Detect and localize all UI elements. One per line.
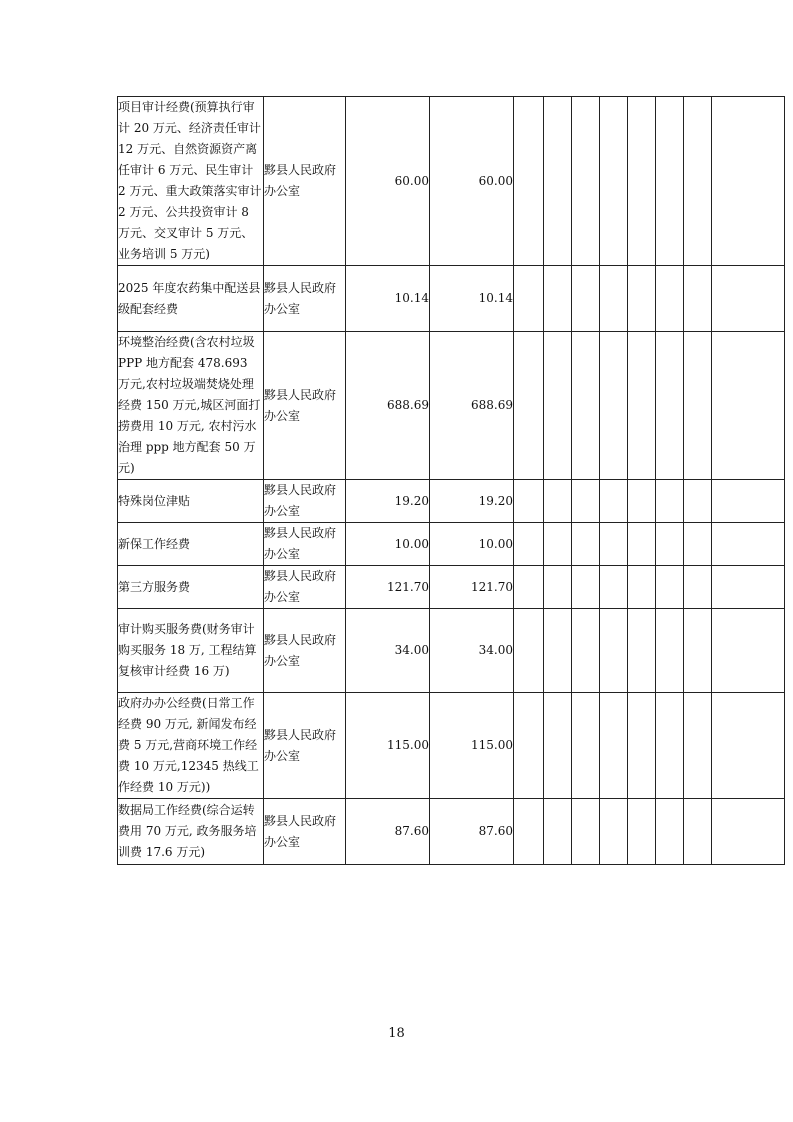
empty-cell bbox=[514, 266, 544, 332]
empty-cell bbox=[656, 332, 684, 480]
empty-cell bbox=[628, 480, 656, 523]
empty-cell bbox=[712, 523, 785, 566]
empty-cell bbox=[544, 799, 572, 865]
department-cell: 黟县人民政府办公室 bbox=[264, 266, 346, 332]
empty-cell bbox=[600, 480, 628, 523]
empty-cell bbox=[712, 609, 785, 693]
department-cell: 黟县人民政府办公室 bbox=[264, 799, 346, 865]
empty-cell bbox=[572, 799, 600, 865]
empty-cell bbox=[514, 480, 544, 523]
empty-cell bbox=[544, 693, 572, 799]
empty-cell bbox=[544, 332, 572, 480]
amount-cell: 19.20 bbox=[346, 480, 430, 523]
empty-cell bbox=[600, 266, 628, 332]
item-name-cell: 特殊岗位津贴 bbox=[118, 480, 264, 523]
item-name-cell: 第三方服务费 bbox=[118, 566, 264, 609]
department-cell: 黟县人民政府办公室 bbox=[264, 523, 346, 566]
department-cell: 黟县人民政府办公室 bbox=[264, 566, 346, 609]
empty-cell bbox=[684, 609, 712, 693]
amount-cell: 121.70 bbox=[430, 566, 514, 609]
empty-cell bbox=[628, 609, 656, 693]
empty-cell bbox=[514, 799, 544, 865]
amount-cell: 121.70 bbox=[346, 566, 430, 609]
table-row bbox=[118, 566, 785, 609]
amount-cell: 19.20 bbox=[430, 480, 514, 523]
table-row bbox=[118, 97, 785, 266]
budget-table bbox=[117, 96, 785, 865]
empty-cell bbox=[600, 693, 628, 799]
empty-cell bbox=[684, 566, 712, 609]
empty-cell bbox=[600, 523, 628, 566]
empty-cell bbox=[544, 523, 572, 566]
item-name-cell: 新保工作经费 bbox=[118, 523, 264, 566]
amount-cell: 87.60 bbox=[346, 799, 430, 865]
empty-cell bbox=[628, 97, 656, 266]
empty-cell bbox=[628, 799, 656, 865]
empty-cell bbox=[628, 332, 656, 480]
empty-cell bbox=[628, 523, 656, 566]
empty-cell bbox=[712, 97, 785, 266]
table-row bbox=[118, 480, 785, 523]
table-row bbox=[118, 523, 785, 566]
empty-cell bbox=[544, 266, 572, 332]
table-row bbox=[118, 266, 785, 332]
empty-cell bbox=[712, 799, 785, 865]
item-name-cell: 2025 年度农药集中配送县级配套经费 bbox=[118, 266, 264, 332]
empty-cell bbox=[572, 97, 600, 266]
item-name-cell: 环境整治经费(含农村垃圾 PPP 地方配套 478.693 万元,农村垃圾端焚烧处理经费 150 万元,城区河面打捞费用 10 万元, 农村污水治理 ppp 地方配套 50 万元) bbox=[118, 332, 264, 480]
empty-cell bbox=[600, 97, 628, 266]
empty-cell bbox=[600, 332, 628, 480]
amount-cell: 87.60 bbox=[430, 799, 514, 865]
empty-cell bbox=[656, 693, 684, 799]
item-name-cell: 数据局工作经费(综合运转费用 70 万元, 政务服务培训费 17.6 万元) bbox=[118, 799, 264, 865]
department-cell: 黟县人民政府办公室 bbox=[264, 97, 346, 266]
empty-cell bbox=[684, 97, 712, 266]
empty-cell bbox=[514, 566, 544, 609]
empty-cell bbox=[572, 693, 600, 799]
empty-cell bbox=[684, 332, 712, 480]
empty-cell bbox=[684, 523, 712, 566]
empty-cell bbox=[514, 693, 544, 799]
department-cell: 黟县人民政府办公室 bbox=[264, 609, 346, 693]
amount-cell: 60.00 bbox=[346, 97, 430, 266]
empty-cell bbox=[572, 480, 600, 523]
table-row bbox=[118, 693, 785, 799]
empty-cell bbox=[544, 609, 572, 693]
amount-cell: 10.00 bbox=[430, 523, 514, 566]
amount-cell: 688.69 bbox=[346, 332, 430, 480]
empty-cell bbox=[572, 566, 600, 609]
empty-cell bbox=[656, 266, 684, 332]
item-name-cell: 审计购买服务费(财务审计购买服务 18 万, 工程结算复核审计经费 16 万) bbox=[118, 609, 264, 693]
empty-cell bbox=[656, 609, 684, 693]
empty-cell bbox=[656, 97, 684, 266]
table-row bbox=[118, 332, 785, 480]
empty-cell bbox=[514, 97, 544, 266]
amount-cell: 10.14 bbox=[346, 266, 430, 332]
empty-cell bbox=[628, 566, 656, 609]
empty-cell bbox=[656, 566, 684, 609]
empty-cell bbox=[712, 266, 785, 332]
empty-cell bbox=[544, 566, 572, 609]
empty-cell bbox=[712, 480, 785, 523]
empty-cell bbox=[656, 799, 684, 865]
empty-cell bbox=[514, 523, 544, 566]
empty-cell bbox=[600, 799, 628, 865]
department-cell: 黟县人民政府办公室 bbox=[264, 480, 346, 523]
empty-cell bbox=[544, 480, 572, 523]
empty-cell bbox=[572, 266, 600, 332]
amount-cell: 10.14 bbox=[430, 266, 514, 332]
page-number: 18 bbox=[388, 1026, 405, 1041]
empty-cell bbox=[628, 693, 656, 799]
empty-cell bbox=[544, 97, 572, 266]
item-name-cell: 项目审计经费(预算执行审计 20 万元、经济责任审计 12 万元、自然资源资产离任审计 6 万元、民生审计 2 万元、重大政策落实审计 2 万元、公共投资审计 8 万元、交叉审计 5 万元、业务培训 5 万元) bbox=[118, 97, 264, 266]
empty-cell bbox=[656, 480, 684, 523]
empty-cell bbox=[600, 609, 628, 693]
amount-cell: 34.00 bbox=[430, 609, 514, 693]
amount-cell: 10.00 bbox=[346, 523, 430, 566]
department-cell: 黟县人民政府办公室 bbox=[264, 332, 346, 480]
amount-cell: 34.00 bbox=[346, 609, 430, 693]
empty-cell bbox=[712, 566, 785, 609]
table-row bbox=[118, 799, 785, 865]
empty-cell bbox=[656, 523, 684, 566]
amount-cell: 60.00 bbox=[430, 97, 514, 266]
empty-cell bbox=[514, 609, 544, 693]
empty-cell bbox=[712, 332, 785, 480]
empty-cell bbox=[572, 332, 600, 480]
department-cell: 黟县人民政府办公室 bbox=[264, 693, 346, 799]
empty-cell bbox=[514, 332, 544, 480]
empty-cell bbox=[684, 266, 712, 332]
empty-cell bbox=[684, 693, 712, 799]
empty-cell bbox=[572, 523, 600, 566]
amount-cell: 115.00 bbox=[430, 693, 514, 799]
empty-cell bbox=[628, 266, 656, 332]
item-name-cell: 政府办办公经费(日常工作经费 90 万元, 新闻发布经费 5 万元,营商环境工作经费 10 万元,12345 热线工作经费 10 万元)) bbox=[118, 693, 264, 799]
amount-cell: 115.00 bbox=[346, 693, 430, 799]
empty-cell bbox=[600, 566, 628, 609]
amount-cell: 688.69 bbox=[430, 332, 514, 480]
empty-cell bbox=[572, 609, 600, 693]
empty-cell bbox=[684, 480, 712, 523]
empty-cell bbox=[684, 799, 712, 865]
empty-cell bbox=[712, 693, 785, 799]
table-row bbox=[118, 609, 785, 693]
